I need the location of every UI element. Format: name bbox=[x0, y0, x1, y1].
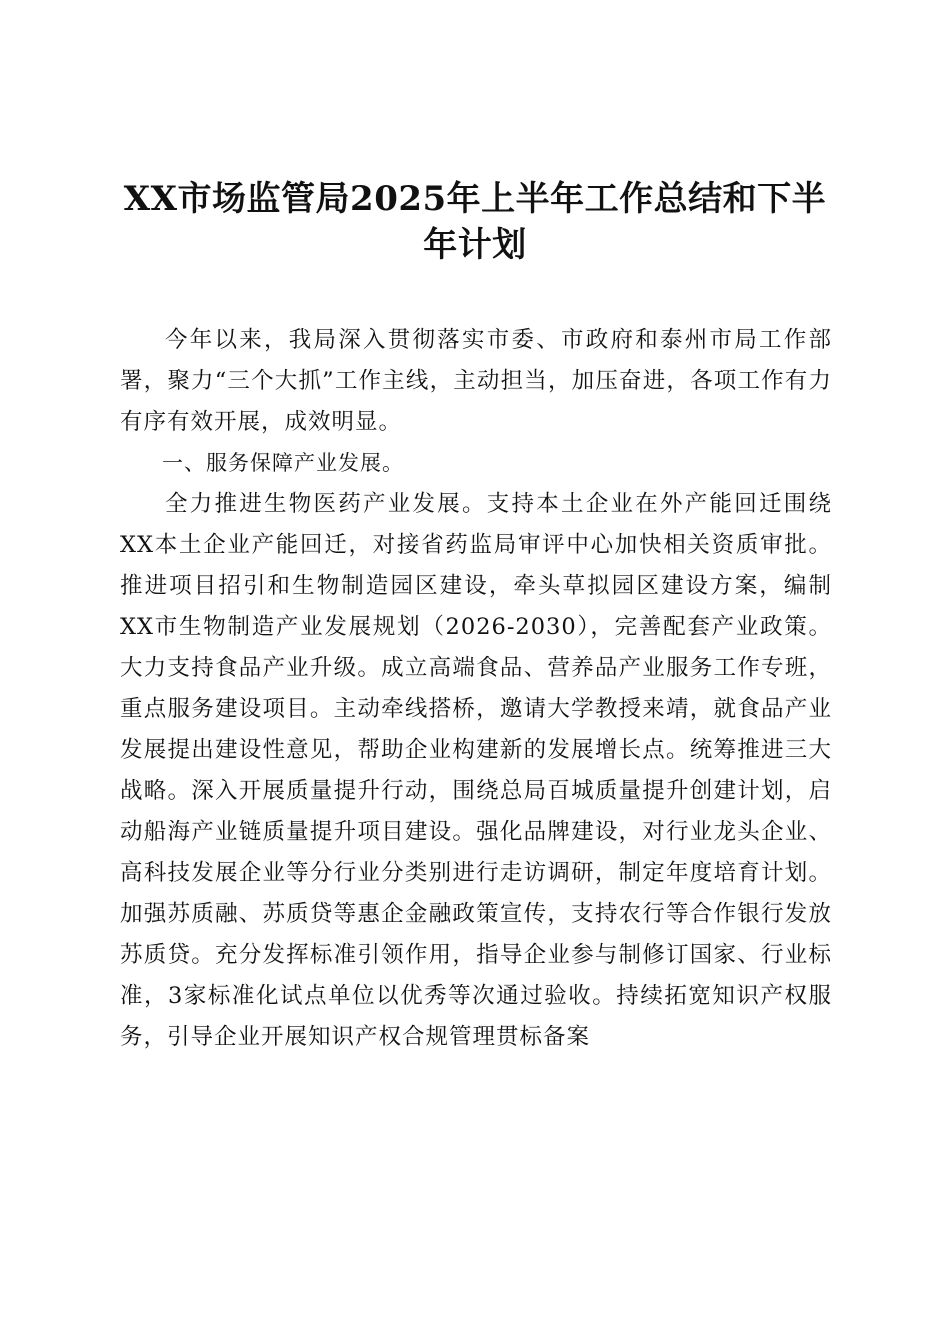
title-line-2: 年计划 bbox=[423, 225, 527, 265]
section-1-paragraph: 全力推进生物医药产业发展。支持本土企业在外产能回迁围绕XX本土企业产能回迁，对接省药监局审评中心加快相关资质审批。推进项目招引和生物制造园区建设，牵头草拟园区建设方案，编制XX市生物制造产业发展规划（2026-2030），完善配套产业政策。大力支持食品产业升级。成立高端食品、营养品产业服务工作专班，重点服务建设项目。主动牵线搭桥，邀请大学教授来靖，就食品产业发展提出建设性意见，帮助企业构建新的发展增长点。统筹推进三大战略。深入开展质量提升行动，围绕总局百城质量提升创建计划，启动船海产业链质量提升项目建设。强化品牌建设，对行业龙头企业、高科技发展企业等分行业分类别进行走访调研，制定年度培育计划。加强苏质融、苏质贷等惠企金融政策宣传，支持农行等合作银行发放苏质贷。充分发挥标准引领作用，指导企业参与制修订国家、行业标准，3家标准化试点单位以优秀等次通过验收。持续拓宽知识产权服务，引导企业开展知识产权合规管理贯标备案 bbox=[120, 491, 832, 1050]
title-line-1: XX市场监管局2025年上半年工作总结和下半 bbox=[123, 179, 827, 219]
section-heading-1: 一、服务保障产业发展。 bbox=[162, 451, 404, 475]
intro-paragraph: 今年以来，我局深入贯彻落实市委、市政府和泰州市局工作部署，聚力“三个大抓”工作主线，主动担当，加压奋进，各项工作有力有序有效开展，成效明显。 bbox=[120, 327, 832, 435]
document-title bbox=[100, 176, 850, 268]
document-body bbox=[120, 320, 832, 1058]
